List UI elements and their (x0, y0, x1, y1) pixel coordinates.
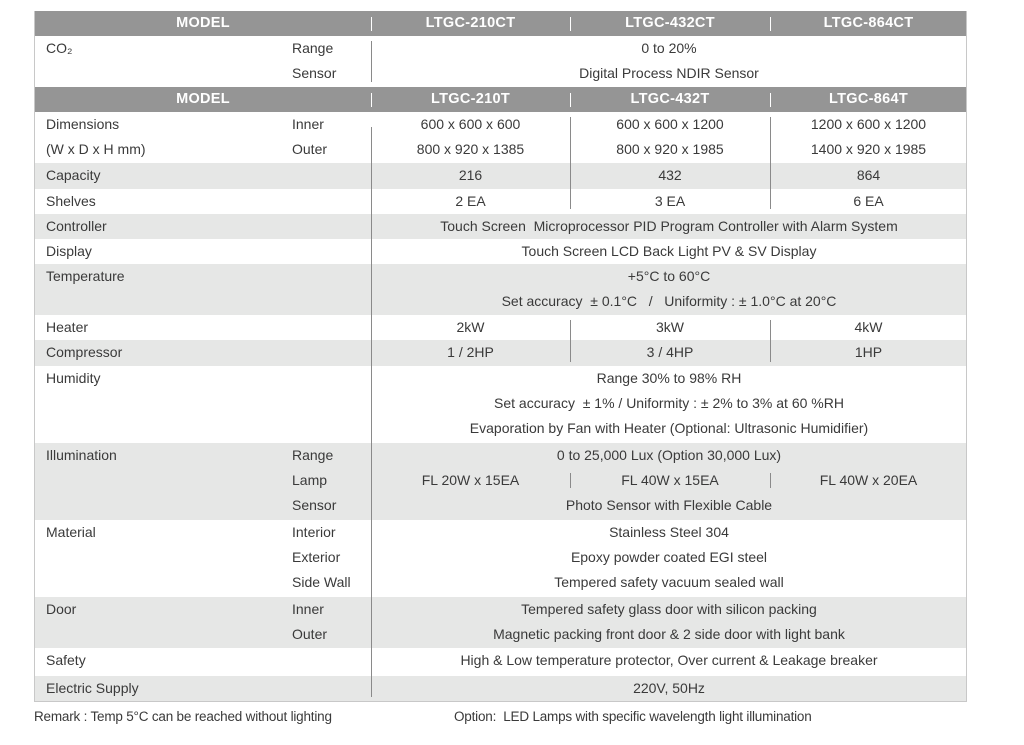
sub-label-range: Range (292, 447, 334, 463)
co2-sensor-value: Digital Process NDIR Sensor (579, 65, 759, 81)
controller-value: Touch Screen Microprocessor PID Program Controller with Alarm System (440, 218, 898, 234)
row-temperature (35, 264, 966, 315)
heater-1: 2kW (456, 319, 485, 335)
material-exterior-value: Epoxy powder coated EGI steel (570, 549, 768, 565)
column-divider (770, 320, 771, 362)
humidity-accuracy: Set accuracy ± 1% / Uniformity : ± 2% to 3% at 60 %RH (494, 395, 844, 411)
row-label-humidity: Humidity (46, 370, 101, 386)
lamp-2: FL 40W x 15EA (621, 472, 719, 488)
sub-label-lamp: Lamp (292, 472, 328, 488)
heater-2: 3kW (656, 319, 684, 335)
header-model-3: LTGC-864T (829, 91, 908, 107)
material-sidewall-value: Tempered safety vacuum sealed wall (554, 574, 784, 590)
compressor-2: 3 / 4HP (646, 344, 694, 360)
row-label-compressor: Compressor (46, 344, 123, 360)
compressor-3: 1HP (854, 344, 883, 360)
shelves-3: 6 EA (853, 193, 884, 209)
row-label-shelves: Shelves (46, 193, 96, 209)
row-label-dimensions-unit: (W x D x H mm) (46, 141, 146, 157)
display-value: Touch Screen LCD Back Light PV & SV Display (521, 243, 817, 259)
row-label-controller: Controller (46, 218, 107, 234)
dim-outer-1: 800 x 920 x 1385 (416, 141, 525, 157)
header-model-label: MODEL (176, 91, 230, 107)
row-material (35, 520, 966, 597)
row-label-door: Door (46, 601, 77, 617)
row-label-heater: Heater (46, 319, 89, 335)
humidity-range: Range 30% to 98% RH (596, 370, 742, 386)
spec-table (34, 11, 967, 702)
co2-range-value: 0 to 20% (641, 40, 697, 56)
header-model-1: LTGC-210T (431, 91, 510, 107)
dim-outer-3: 1400 x 920 x 1985 (810, 141, 927, 157)
sub-label-side-wall: Side Wall (292, 574, 351, 590)
dim-outer-2: 800 x 920 x 1985 (616, 141, 724, 157)
column-divider (570, 473, 571, 488)
row-label-temperature: Temperature (46, 268, 125, 284)
sub-label-exterior: Exterior (292, 549, 341, 565)
sub-label-sensor: Sensor (292, 497, 337, 513)
illumination-range-value: 0 to 25,000 Lux (Option 30,000 Lux) (556, 447, 782, 463)
sub-label-inner: Inner (292, 601, 324, 617)
column-divider (371, 41, 372, 82)
row-controller (35, 214, 966, 239)
footer-remark: Remark : Temp 5°C can be reached without lighting (34, 709, 332, 724)
row-label-co2: CO₂ (46, 40, 73, 56)
row-label-electric-supply: Electric Supply (46, 680, 139, 696)
column-divider-main (371, 127, 372, 697)
temperature-accuracy: Set accuracy ± 0.1°C / Uniformity : ± 1.0°C at 20°C (501, 293, 837, 309)
row-illumination (35, 443, 966, 520)
row-label-dimensions: Dimensions (46, 116, 120, 132)
row-display (35, 239, 966, 264)
row-label-capacity: Capacity (46, 167, 101, 183)
row-heater (35, 315, 966, 340)
footer-option: Option: LED Lamps with specific wavelength light illumination (454, 709, 812, 724)
row-label-illumination: Illumination (46, 447, 117, 463)
capacity-1: 216 (458, 167, 483, 183)
material-interior-value: Stainless Steel 304 (609, 524, 729, 540)
door-inner-value: Tempered safety glass door with silicon packing (521, 601, 817, 617)
heater-3: 4kW (854, 319, 883, 335)
column-divider (770, 473, 771, 488)
header-model-1: LTGC-210CT (425, 15, 516, 31)
lamp-3: FL 40W x 20EA (819, 472, 918, 488)
dim-inner-3: 1200 x 600 x 1200 (810, 116, 927, 132)
column-divider (770, 117, 771, 209)
temperature-range: +5°C to 60°C (627, 268, 711, 284)
illumination-sensor-value: Photo Sensor with Flexible Cable (565, 497, 773, 513)
header-model-label: MODEL (176, 15, 230, 31)
row-humidity (35, 366, 966, 443)
sub-label-inner: Inner (292, 116, 324, 132)
dim-inner-2: 600 x 600 x 1200 (616, 116, 724, 132)
row-co2 (35, 36, 966, 87)
row-door (35, 597, 966, 648)
row-label-material: Material (46, 524, 96, 540)
sub-label-sensor: Sensor (292, 65, 337, 81)
sub-label-outer: Outer (292, 141, 328, 157)
row-electric-supply (35, 676, 966, 701)
sub-label-interior: Interior (292, 524, 336, 540)
header-model-2: LTGC-432T (630, 91, 710, 107)
shelves-1: 2 EA (455, 193, 486, 209)
header-row-main-models (35, 87, 966, 112)
humidity-evaporation: Evaporation by Fan with Heater (Optional: Ultrasonic Humidifier) (469, 420, 869, 436)
dim-inner-1: 600 x 600 x 600 (420, 116, 521, 132)
row-label-safety: Safety (46, 652, 86, 668)
door-outer-value: Magnetic packing front door & 2 side door with light bank (493, 626, 845, 642)
row-capacity (35, 163, 966, 189)
capacity-3: 864 (856, 167, 881, 183)
sub-label-outer: Outer (292, 626, 328, 642)
column-divider (570, 320, 571, 362)
lamp-1: FL 20W x 15EA (421, 472, 520, 488)
capacity-2: 432 (658, 167, 682, 183)
safety-value: High & Low temperature protector, Over current & Leakage breaker (460, 652, 878, 668)
row-safety (35, 648, 966, 676)
electric-value: 220V, 50Hz (633, 680, 705, 696)
sub-label-range: Range (292, 40, 334, 56)
column-divider (570, 117, 571, 209)
header-model-3: LTGC-864CT (823, 15, 914, 31)
header-model-2: LTGC-432CT (625, 15, 715, 31)
row-label-display: Display (46, 243, 92, 259)
shelves-2: 3 EA (654, 193, 686, 209)
compressor-1: 1 / 2HP (447, 344, 494, 360)
row-dimensions (35, 112, 966, 163)
row-compressor (35, 340, 966, 366)
row-shelves (35, 189, 966, 214)
header-row-co2-models (35, 11, 966, 36)
